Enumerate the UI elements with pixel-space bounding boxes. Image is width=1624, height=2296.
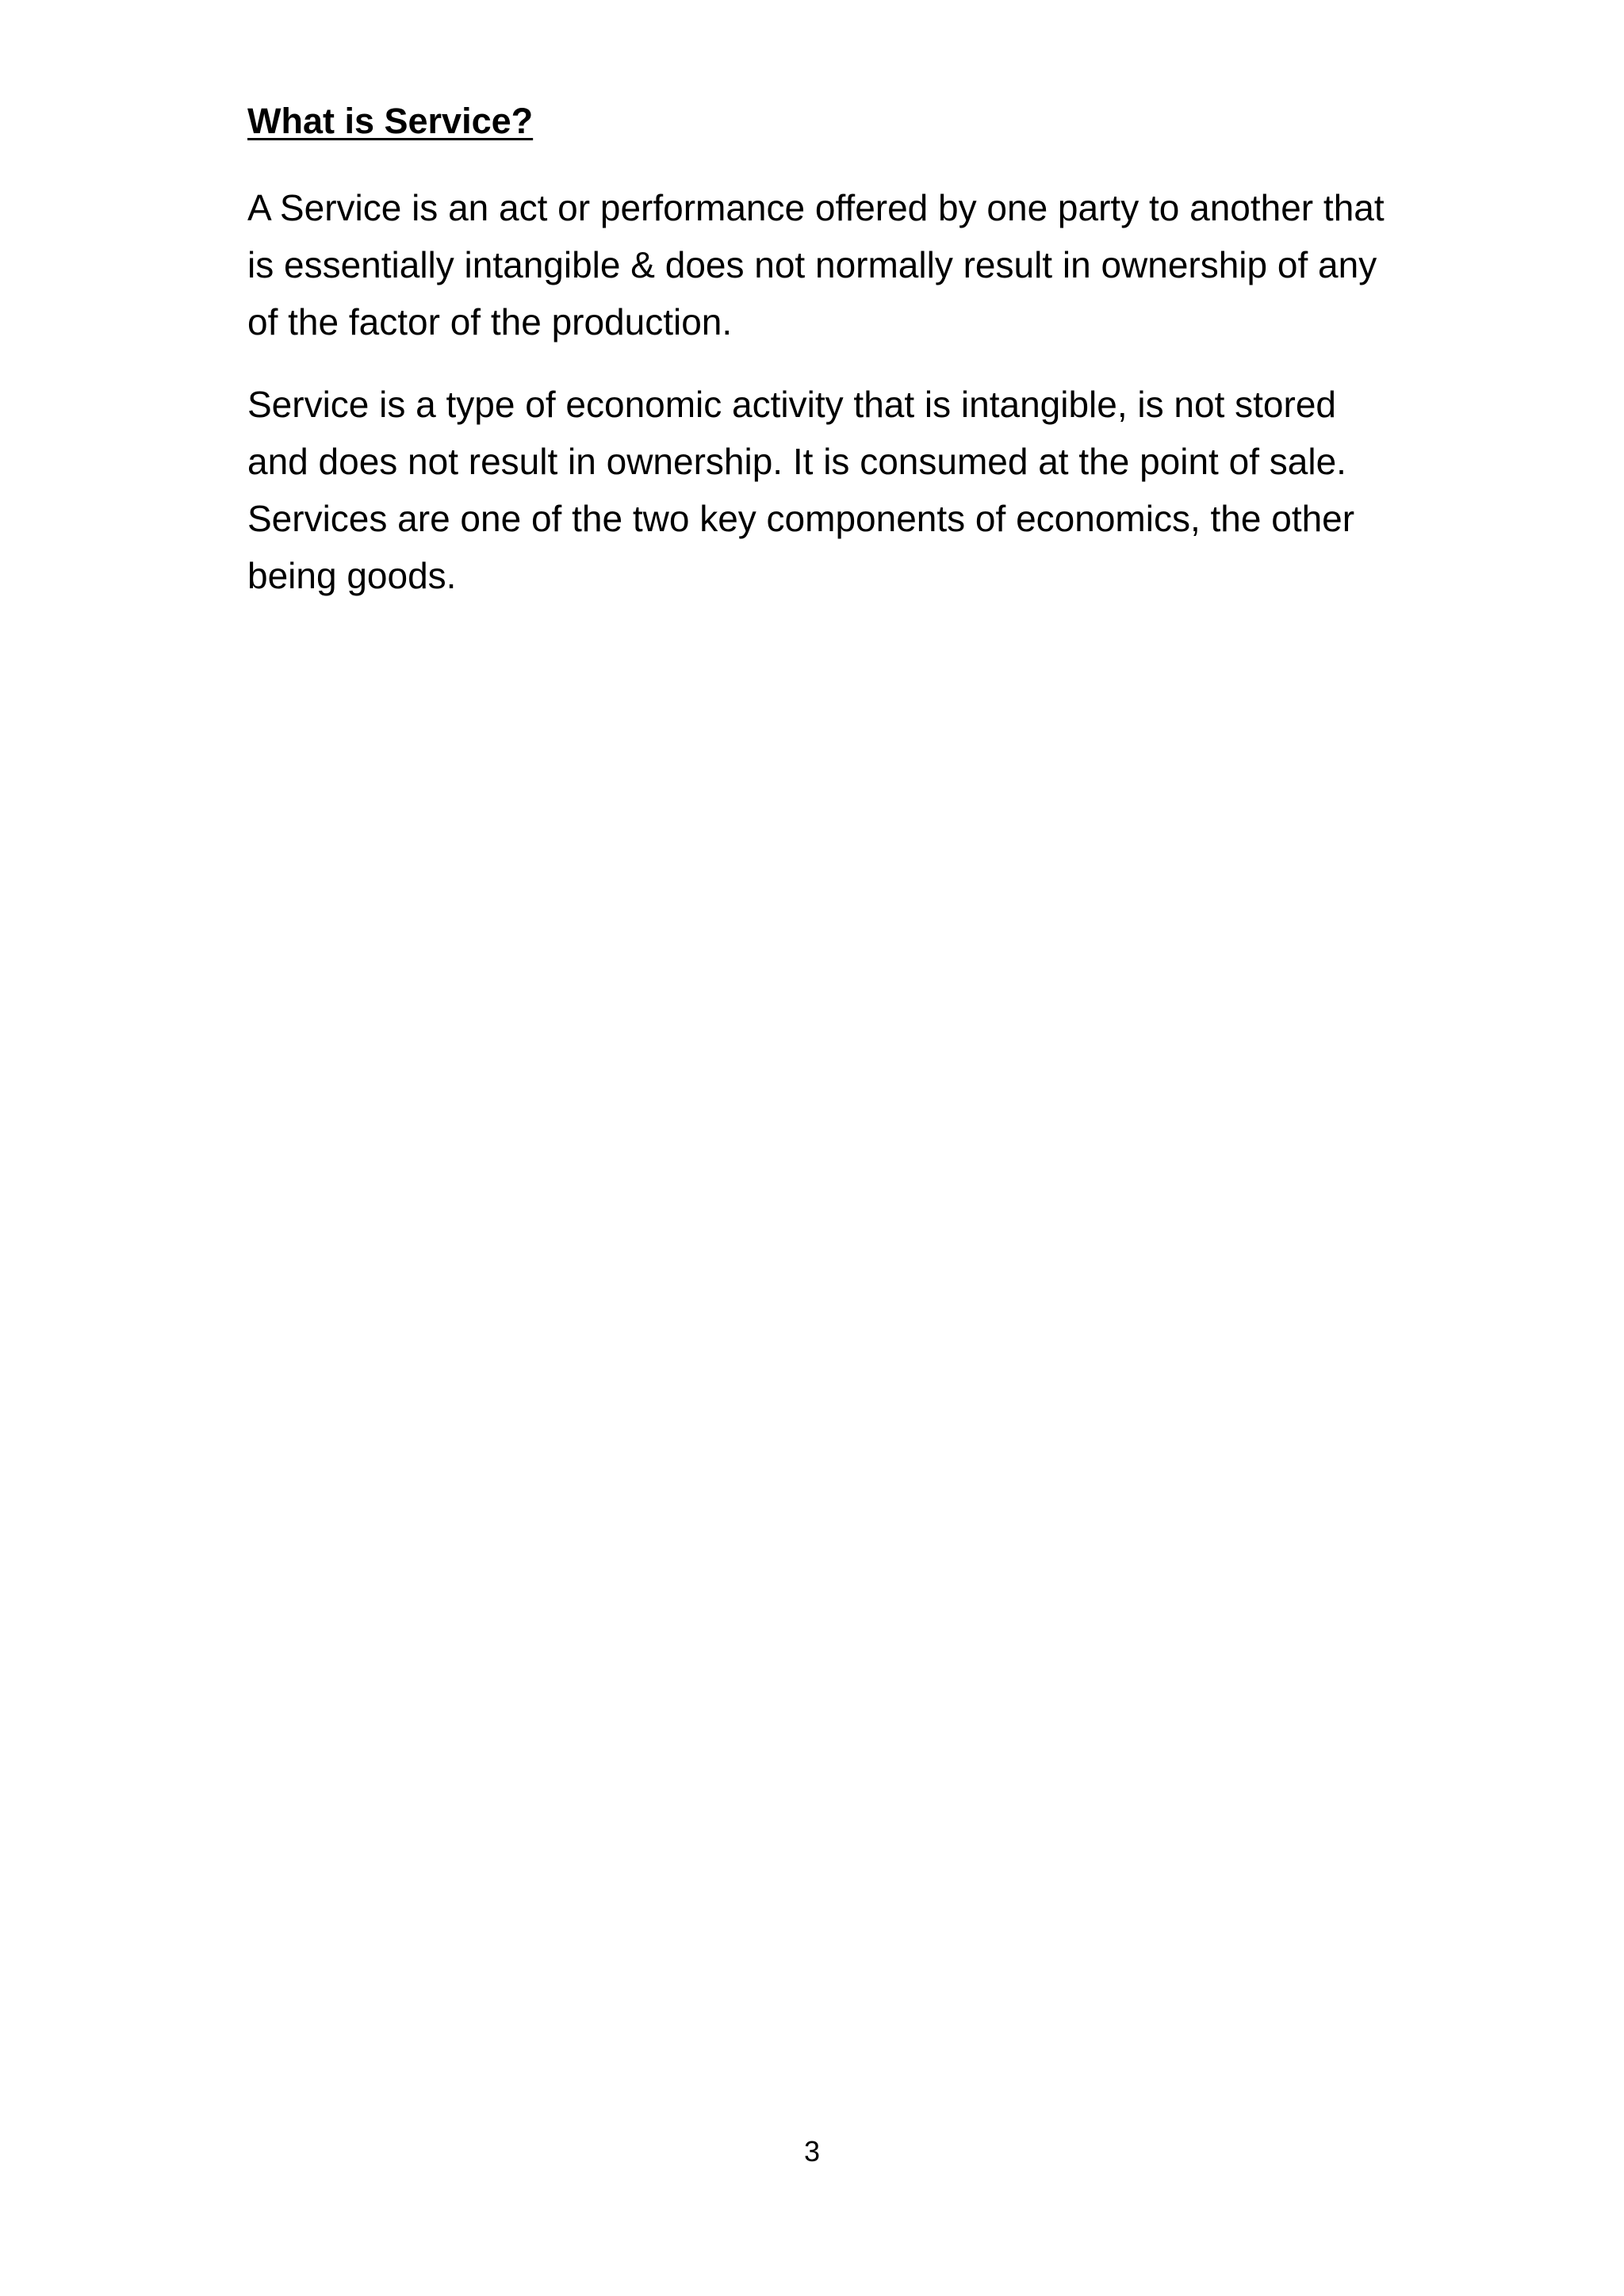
page-number: 3	[803, 2135, 821, 2168]
paragraph-economic-activity: Service is a type of economic activity that is intangible, is not stored and does not result in ownership. It is consumed at the point of sale. Services are one of the two key components of economics, the other being goods.	[247, 384, 1355, 596]
page-content	[247, 89, 1389, 629]
paragraph-definition: A Service is an act or performance offered by one party to another that is essentially intangible & does not normally result in ownership of any of the factor of the production.	[247, 187, 1385, 342]
section-heading: What is Service?	[247, 101, 534, 141]
